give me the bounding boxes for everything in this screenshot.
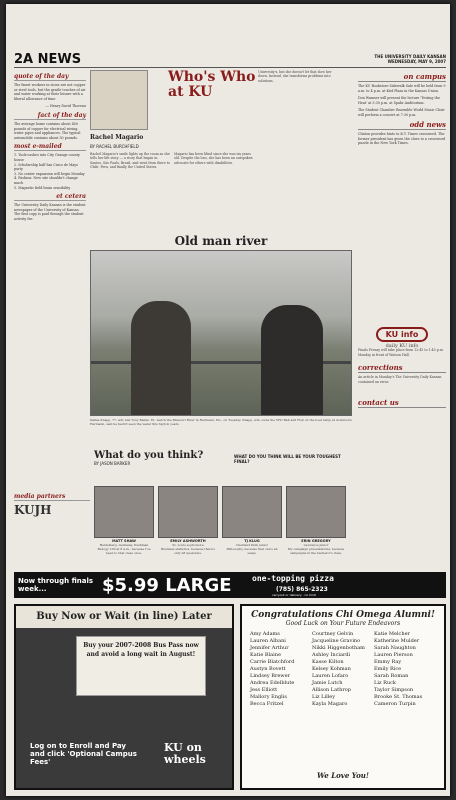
grad-name: Lauren Albani	[250, 638, 286, 644]
emailed-item[interactable]: 5. Magnetic field brain sensibility	[14, 185, 71, 190]
story-column: Rachel Magario's smile lights up the room as she tells her life story — a story that began in Santos, São Paulo, Brazil, and went from there to Chile, Peru, and finally the United States.	[90, 152, 170, 170]
grad-names	[242, 627, 444, 712]
portrait-photo	[90, 70, 148, 130]
grad-name: Brooke St. Thomas	[374, 694, 423, 700]
emailed-title: most e-mailed	[14, 143, 86, 151]
grad-name: Emily Rice	[374, 666, 402, 672]
campus-item: The KU Bookstore Sidewalk Sale will be held from 9 a.m. to 4 p.m. at Kief Plaza in the Kansas Union.	[358, 84, 446, 93]
person-info: Lawrence junior	[303, 543, 329, 547]
grad-name: Emmy Ray	[374, 659, 402, 665]
grad-name: Cameron Turpin	[374, 701, 416, 707]
pizza-price: $5.99 LARGE	[102, 575, 232, 596]
pizza-one-topping: one-topping pizza	[252, 574, 334, 583]
pizza-phone: (785) 865-2323	[276, 586, 328, 593]
person-info: Heidelberg, Germany, freshman	[99, 543, 149, 547]
fact-title: fact of the day	[14, 112, 86, 120]
person-quote: My campaign presentations, because campaigns in the bachelor's class.	[287, 547, 345, 555]
media-title: media partners	[14, 493, 90, 501]
whos-who-title: Who's Who at KU	[168, 69, 256, 100]
wyt-title: What do you think?	[94, 450, 204, 461]
grad-subtitle: Good Luck on Your Future Endeavors	[285, 620, 401, 627]
river-photo	[90, 250, 352, 416]
whos-who-name: Rachel Magario	[90, 134, 144, 141]
person-name: MATT SHAW	[112, 539, 136, 543]
grad-name: Ashley Inciardi	[312, 652, 351, 658]
contact-title: contact us	[358, 398, 446, 408]
person-quote: Philosophy, because that one's an essay.	[226, 547, 278, 555]
odd-news-title: odd news	[358, 120, 446, 130]
emailed-item[interactable]: 4. Fashion: New site shouldn't change much	[14, 176, 78, 185]
photo-caption: Dallas Knapp, 77, left, and Tony Banks, 81, watch the Missouri River in Hermann, Mo., on Tuesday. Knapp, who owns the VFD Bait and Fish on the boat ramp at downtown Hermann, said he hadn't seen the water this high in years.	[90, 418, 352, 426]
person-photo	[94, 486, 154, 538]
emailed-item[interactable]: 1. Tuck-cashes into City Orange county house	[14, 153, 80, 162]
grad-title: Congratulations Chi Omega Alumni!	[251, 610, 435, 620]
etcetera-title: et cetera	[14, 193, 86, 201]
person-card	[222, 486, 282, 555]
story-column: University's, but she doesn't let that slow her down. Instead, she transforms problems into solutions.	[258, 70, 332, 83]
photo-figure	[261, 305, 323, 416]
bus-offer: Buy your 2007-2008 Bus Pass now and avoid a long wait in August!	[76, 636, 206, 696]
feature-title: Old man river	[174, 234, 268, 248]
campus-title: on campus	[358, 72, 446, 82]
grad-name: Katie Blaine	[250, 652, 281, 658]
grad-name: Sarah Roman	[374, 673, 409, 679]
story-column: Magario has been blind since she was six years old. Despite the loss, she has been an outspoken advocate for others with disabilities.	[174, 152, 253, 165]
ku-info-logo: KU info	[376, 327, 429, 342]
person-card	[286, 486, 346, 555]
grad-name: Nikki Higgenbotham	[312, 645, 365, 651]
whos-who-byline: BY RACHEL BURCHFIELD	[90, 144, 139, 149]
ku-info-text: Finals Frenzy will take place from 12:45 to 1:45 p.m. Monday in front of Watson Hall.	[358, 348, 444, 357]
wyt-people	[94, 486, 348, 555]
newspaper-page	[6, 4, 450, 796]
grad-name: Kelsey Kohman	[312, 666, 351, 672]
corrections-text: An article in Monday's The University Daily Kansan contained an error.	[358, 375, 442, 384]
grad-name: Becca Fritzel	[250, 701, 284, 707]
ku-on-wheels-logo: KU on wheels	[164, 741, 206, 766]
person-name: ERIN GREGORY	[301, 539, 331, 543]
bus-headline: Buy Now or Wait (in line) Later	[16, 606, 232, 628]
grad-name: Allison Lathrop	[312, 687, 351, 693]
odd-news-text: Clinton provides hints to K.Y. Times crossword. The former president has given the clues to a crossword puzzle in the New York Times.	[358, 132, 446, 145]
campus-item: The Student Chamber Ensemble World Music Choir will perform a concert at 7:30 p.m.	[358, 108, 445, 117]
person-photo	[286, 486, 346, 538]
grad-name: Sarah Naughton	[374, 645, 416, 651]
campus-item: Don Wamser will present the lecture 'Testing the Heat' at 3:30 p.m. at Spahr Auditorium.	[358, 96, 440, 105]
fact-text: The average home contains about 400 pounds of copper for electrical wiring, water pipes and appliances. The typical automobile contains about 50 pounds.	[14, 121, 81, 140]
corrections-title: corrections	[358, 363, 446, 373]
bus-pass-ad[interactable]	[14, 604, 234, 790]
page-label: 2A NEWS	[14, 52, 82, 67]
grad-love: We Love You!	[317, 771, 369, 780]
grad-name: Lauren Pierson	[374, 652, 413, 658]
person-name: TJ KLUG	[244, 539, 260, 543]
wyt-byline: BY JASON BARKER	[94, 461, 131, 466]
pizza-carryout: carryout or delivery · no limit	[272, 593, 316, 597]
grad-name: Katie Melcher	[374, 631, 410, 637]
pizza-now-through: Now through finals week...	[18, 577, 94, 593]
person-info: Overland Park junior	[236, 543, 268, 547]
person-photo	[222, 486, 282, 538]
person-quote: Business statistics, because there's only 28 questions.	[161, 547, 215, 555]
grad-name: Courtney Gelvin	[312, 631, 354, 637]
grad-name: Liz Ruck	[374, 680, 396, 686]
grad-name: Lauren Lofaro	[312, 673, 349, 679]
person-photo	[158, 486, 218, 538]
grad-name: Jennifer Arthur	[250, 645, 289, 651]
issue-date: WEDNESDAY, MAY 9, 2007	[387, 59, 446, 64]
grad-name: Jacqueline Gravino	[312, 638, 361, 644]
grad-name: Andrea Edelblute	[250, 680, 295, 686]
masthead: THE UNIVERSITY DAILY KANSAN	[374, 54, 446, 59]
photo-figure	[131, 301, 191, 416]
grad-name: Austyn Bovett	[250, 666, 286, 672]
grad-name: Jess Elliott	[250, 687, 278, 693]
person-card	[158, 486, 218, 555]
quote-title: quote of the day	[14, 73, 86, 81]
pizza-ad[interactable]	[14, 572, 446, 598]
person-info: St. Louis sophomore	[172, 543, 204, 547]
masthead-block	[374, 54, 446, 64]
grad-name: Carrie Blatchford	[250, 659, 295, 665]
emailed-item[interactable]: 2. Scholarship half has Cinco de Mayo party	[14, 162, 79, 172]
kujh-logo: KUJH	[14, 503, 52, 517]
grad-name: Kayla Magaro	[312, 701, 348, 707]
grad-name: Kasse Kilton	[312, 659, 344, 665]
media-partners	[14, 490, 90, 517]
emailed-item[interactable]: 3. No center expansion will begin Monday	[14, 171, 85, 176]
chi-omega-ad	[240, 604, 446, 790]
etcetera-text: The University Daily Kansan is the student newspaper of the University of Kansas. The first copy is paid through the student activity fee.	[14, 203, 86, 221]
person-name: EMILY ASHWORTH	[170, 539, 206, 543]
person-card	[94, 486, 154, 555]
grad-name: Lindsey Brewer	[250, 673, 290, 679]
person-quote: Biology 100 at 8 a.m., because I've been to that class once.	[97, 547, 151, 555]
left-column	[14, 70, 86, 224]
quote-text: The finest workers in stone are not copper or steel tools, but the gentle touches of air and water working at their leisure with a liberal allowance of time.	[14, 83, 86, 101]
grad-name: Mallory Englis	[250, 694, 287, 700]
quote-author: — Henry David Thoreau	[45, 104, 86, 109]
grad-name: Taylor Simpson	[374, 687, 414, 693]
grad-name: Amy Adams	[250, 631, 280, 637]
right-column	[358, 70, 446, 149]
grad-name: Katherine Mulder	[374, 638, 420, 644]
grad-name: Jamie Lutch	[312, 680, 343, 686]
ku-info-tagline: daily KU info	[385, 343, 419, 349]
grad-name: Liz Lilley	[312, 694, 336, 700]
bus-logon: Log on to Enroll and Pay and click 'Optional Campus Fees'	[30, 742, 137, 766]
what-do-you-think	[94, 450, 348, 572]
page-header	[14, 54, 446, 68]
ku-info-block	[358, 322, 446, 408]
wyt-question: WHAT DO YOU THINK WILL BE YOUR TOUGHEST FINAL?	[234, 454, 341, 464]
whos-who-feature	[90, 70, 352, 230]
